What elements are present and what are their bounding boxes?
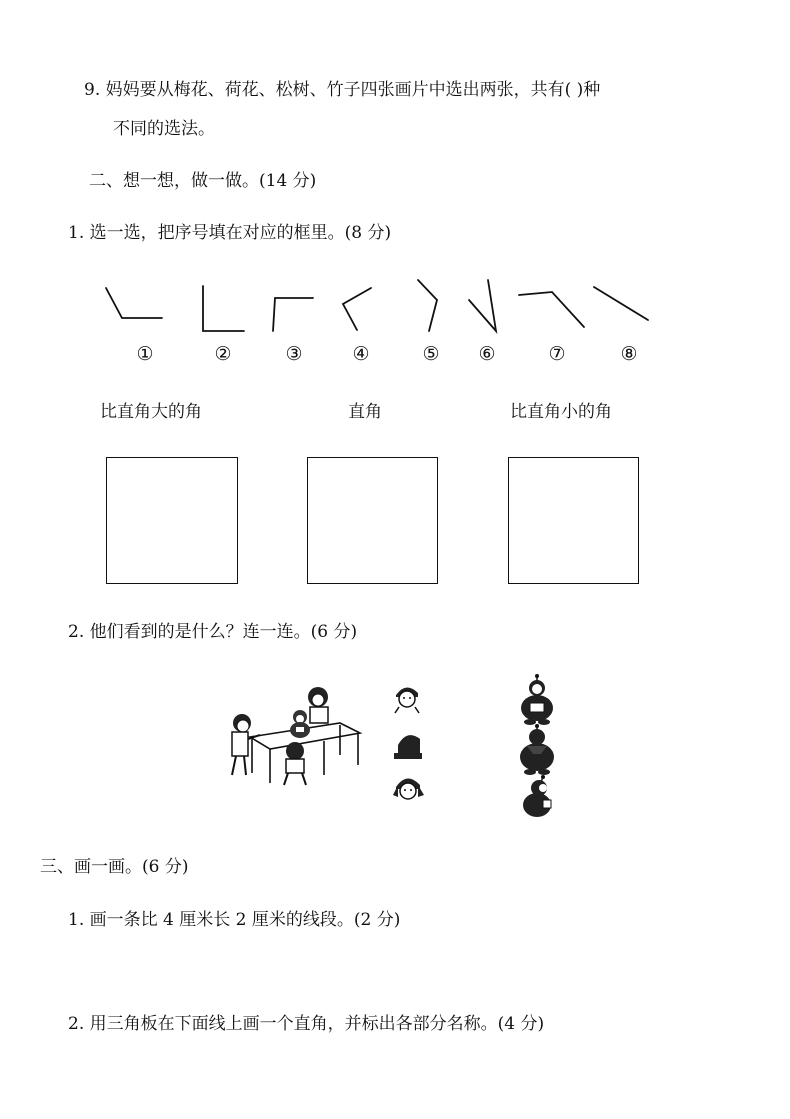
angle-5: [418, 280, 437, 331]
child-bottom: [284, 742, 306, 785]
child-face-girl: [393, 778, 424, 799]
angle-7: [519, 292, 584, 327]
angle-label-8: ⑧: [620, 343, 638, 365]
category-label-right: 直角: [348, 402, 382, 422]
child-top: [308, 687, 328, 723]
section2-q1-text: 1. 选一选，把序号填在对应的框里。(8 分): [68, 223, 392, 243]
q9-line1: 9. 妈妈要从梅花、荷花、松树、竹子四张画片中选出两张，共有( )种: [84, 80, 601, 100]
section3-q1-text: 1. 画一条比 4 厘米长 2 厘米的线段。(2 分): [68, 910, 401, 930]
section2-heading: 二、想一想，做一做。(14 分): [89, 171, 317, 191]
answer-box-smaller[interactable]: [508, 457, 639, 584]
angle-label-3: ③: [285, 343, 303, 365]
section3-q2-text: 2. 用三角板在下面线上画一个直角，并标出各部分名称。(4 分): [68, 1014, 545, 1034]
child-faces-column: [390, 683, 430, 808]
section3-heading: 三、画一画。(6 分): [40, 857, 189, 877]
doll-on-table: [290, 710, 310, 738]
table-scene-illustration: [220, 685, 370, 795]
angle-6: [469, 280, 496, 331]
q9-line2: 不同的选法。: [113, 119, 215, 139]
answer-box-larger[interactable]: [106, 457, 238, 584]
angle-label-5: ⑤: [422, 343, 440, 365]
section2-q2-text: 2. 他们看到的是什么？连一连。(6 分): [68, 622, 358, 642]
category-label-larger: 比直角大的角: [100, 402, 202, 422]
angle-4: [343, 288, 371, 330]
angle-3: [273, 298, 313, 331]
child-face-back: [394, 735, 422, 759]
angle-label-1: ①: [136, 343, 154, 365]
doll-views-column: [515, 674, 565, 819]
angles-figure: [0, 280, 790, 340]
answer-box-right[interactable]: [307, 457, 438, 584]
angle-label-6: ⑥: [478, 343, 496, 365]
angle-8: [594, 287, 648, 320]
child-left: [232, 714, 260, 775]
angle-label-4: ④: [352, 343, 370, 365]
category-label-smaller: 比直角小的角: [510, 402, 612, 422]
doll-view-side: [523, 775, 551, 817]
angle-1: [106, 288, 162, 318]
child-face-front: [395, 687, 419, 713]
angle-2: [203, 286, 244, 331]
doll-view-back: [520, 724, 554, 775]
doll-view-front: [521, 674, 553, 725]
angle-label-2: ②: [214, 343, 232, 365]
angle-label-7: ⑦: [548, 343, 566, 365]
